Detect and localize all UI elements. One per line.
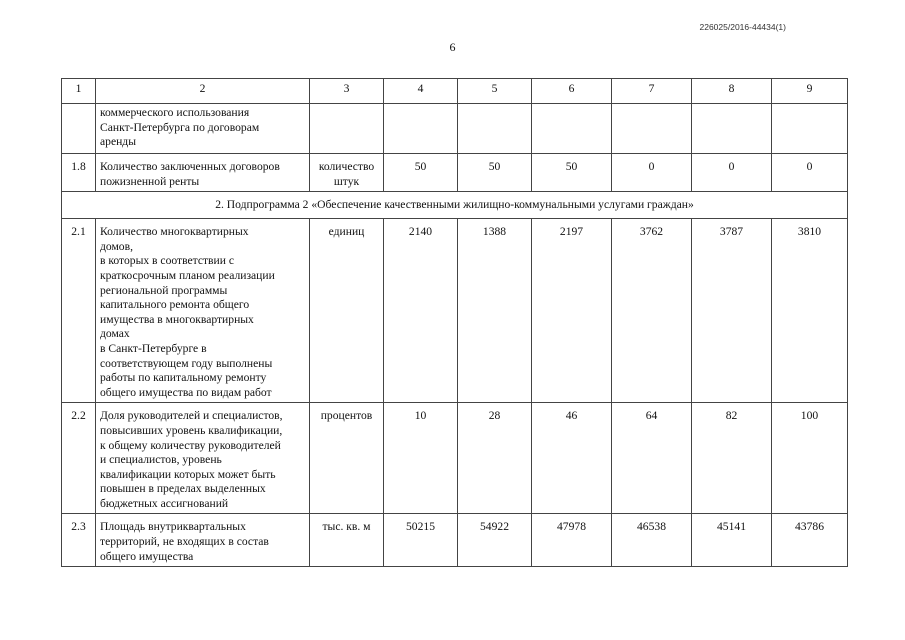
column-header: 3 [310,79,384,104]
description-line: Количество многоквартирных [100,225,249,239]
row-value [772,104,848,154]
column-header: 1 [62,79,96,104]
row-value: 3810 [772,219,848,403]
row-value: 50 [532,154,612,192]
row-value: 50215 [384,514,458,567]
row-value: 3787 [692,219,772,403]
description-line: пожизненной ренты [100,174,200,188]
table-row [62,154,848,192]
column-header: 6 [532,79,612,104]
row-value [532,104,612,154]
column-header: 5 [458,79,532,104]
row-unit: процентов [310,403,384,514]
row-value: 45141 [692,514,772,567]
description-line: Санкт-Петербурга по договорам [100,120,260,134]
row-number: 2.3 [62,514,96,567]
description-line: Количество заключенных договоров [100,160,280,173]
column-header: 2 [96,79,310,104]
row-value [458,104,532,154]
row-description [96,154,310,192]
row-value: 2140 [384,219,458,403]
description-line: бюджетных ассигнований [100,496,229,510]
row-value: 47978 [532,514,612,567]
row-value: 100 [772,403,848,514]
table-row [62,403,848,514]
row-value: 3762 [612,219,692,403]
description-line: в Санкт-Петербурге в [100,341,207,355]
row-value: 10 [384,403,458,514]
row-value [384,104,458,154]
row-value: 50 [458,154,532,192]
description-line: региональной программы [100,283,228,297]
row-unit: единиц [310,219,384,403]
unit-line: количество [318,160,375,173]
description-line: Доля руководителей и специалистов, [100,409,283,423]
description-line: Площадь внутриквартальных [100,520,246,534]
row-value: 0 [692,154,772,192]
row-value: 64 [612,403,692,514]
description-line: повышен в пределах выделенных [100,482,266,496]
row-description [96,403,310,514]
section-title: 2. Подпрограмма 2 «Обеспечение качественными жилищно-коммунальными услугами граждан» [62,192,848,219]
row-value: 54922 [458,514,532,567]
row-value [612,104,692,154]
description-line: квалификации которых может быть [100,467,276,481]
document-id: 226025/2016-44434(1) [699,22,786,32]
column-header: 9 [772,79,848,104]
row-value: 28 [458,403,532,514]
table-row [62,219,848,403]
table-header-row [62,79,848,104]
description-line: соответствующем году выполнены [100,356,273,370]
row-value: 0 [612,154,692,192]
row-unit [310,104,384,154]
row-value: 2197 [532,219,612,403]
row-number [62,104,96,154]
description-line: и специалистов, уровень [100,453,222,467]
row-number: 1.8 [62,154,96,192]
description-line: повысивших уровень квалификации, [100,423,283,437]
page-number: 6 [449,40,456,54]
table-row [62,514,848,567]
description-line: общего имущества [100,549,194,563]
row-description [96,104,310,154]
column-header: 4 [384,79,458,104]
description-line: общего имущества по видам работ [100,385,272,399]
row-unit [310,154,384,192]
column-header: 8 [692,79,772,104]
description-line: коммерческого использования [100,106,250,119]
section-row [62,192,848,219]
row-value: 46 [532,403,612,514]
description-line: имущества в многоквартирных [100,312,254,326]
table-row [62,104,848,154]
indicators-table [61,78,848,567]
row-value: 82 [692,403,772,514]
row-value [692,104,772,154]
description-line: домах [100,327,130,341]
description-line: аренды [100,135,136,149]
description-line: работы по капитальному ремонту [100,371,267,385]
unit-line: штук [333,174,360,188]
column-header: 7 [612,79,692,104]
description-line: краткосрочным планом реализации [100,268,275,282]
row-description [96,219,310,403]
row-number: 2.1 [62,219,96,403]
row-value: 0 [772,154,848,192]
row-value: 43786 [772,514,848,567]
row-unit: тыс. кв. м [310,514,384,567]
description-line: капитального ремонта общего [100,298,250,312]
row-value: 50 [384,154,458,192]
row-value: 1388 [458,219,532,403]
row-number: 2.2 [62,403,96,514]
description-line: территорий, не входящих в состав [100,535,269,549]
row-description [96,514,310,567]
row-value: 46538 [612,514,692,567]
description-line: домов, [100,239,133,253]
description-line: к общему количеству руководителей [100,438,281,452]
description-line: в которых в соответствии с [100,254,234,268]
